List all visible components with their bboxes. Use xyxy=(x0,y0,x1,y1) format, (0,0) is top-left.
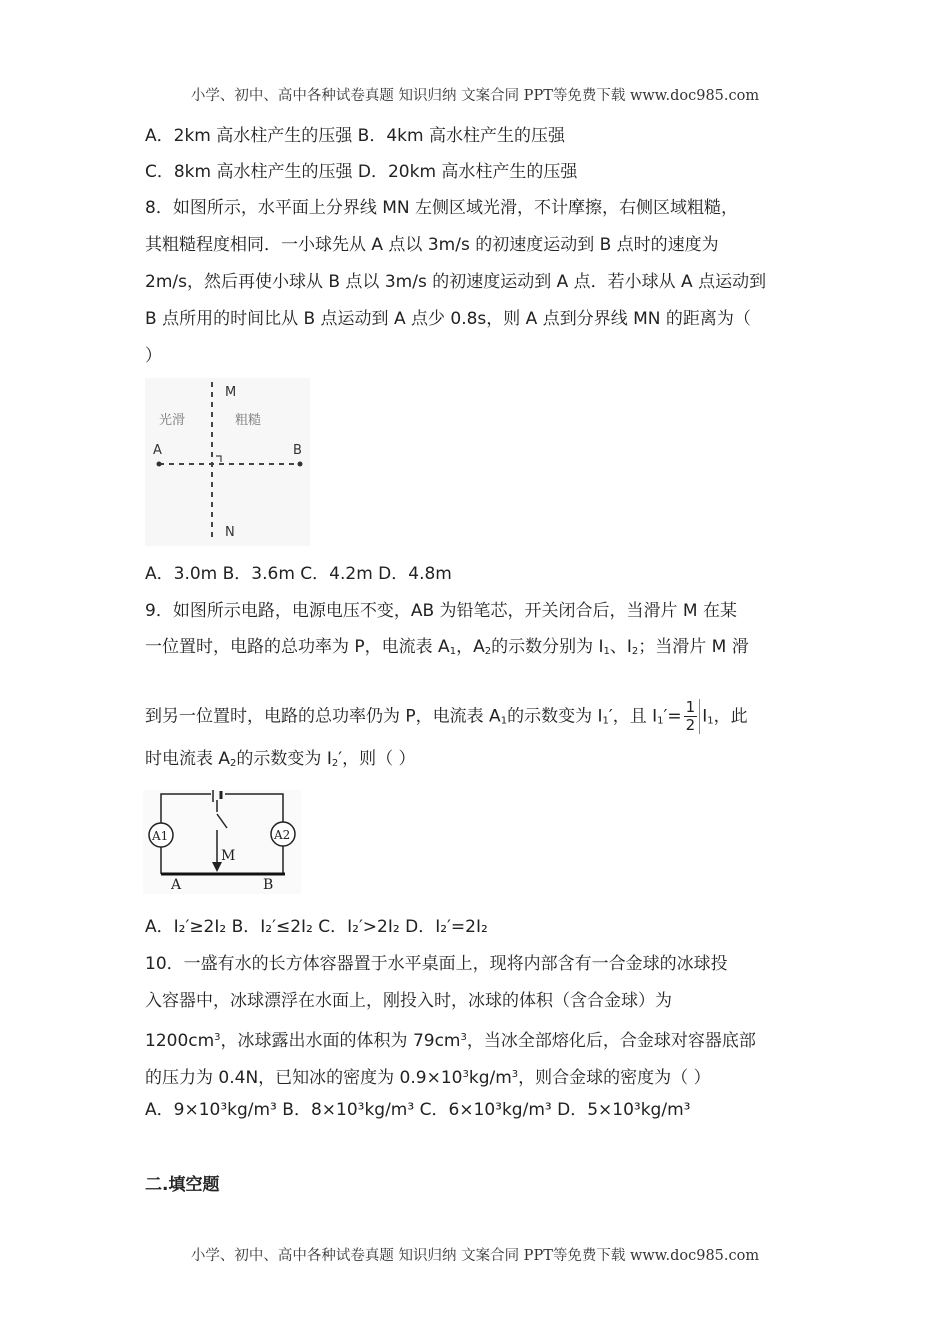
q9-text-line4: 时电流表 $A_2$的示数变为 $I_2'$，则（ ） xyxy=(145,749,416,769)
q9-text-line3: 到另一位置时，电路的总功率仍为 P，电流表 $A_1$的示数变为 $I_1'$，且 $I_1'=$ $\frac{1}{2}$ $I_1$，此 xyxy=(145,698,748,734)
q8-text-line1: 8．如图所示，水平面上分界线 MN 左侧区域光滑，不计摩擦，右侧区域粗糙， xyxy=(145,198,739,218)
q9-text-line2: 一位置时，电路的总功率为 P，电流表 $A_1$，$A_2$的示数分别为 $I_1$、$I_2$；当滑片 M 滑 xyxy=(145,637,749,657)
fraction-one-half: $\frac{1}{2}$ xyxy=(684,699,701,734)
label-n: N xyxy=(225,525,235,540)
q10-text-line4: 的压力为 0.4N，已知冰的密度为 $0.9\times 10^3kg/m^3$，则合金球的密度为（ ） xyxy=(145,1068,711,1088)
section-heading-fill-in: 二.填空题 xyxy=(145,1175,220,1195)
q8-options: A．3.0m B．3.6m C．4.2m D．4.8m xyxy=(145,564,452,584)
q8-text-line4: B 点所用的时间比从 B 点运动到 A 点少 0.8s，则 A 点到分界线 MN 的距离为（ xyxy=(145,309,751,329)
point-a xyxy=(157,462,162,467)
q10-text-line1: 10．一盛有水的长方体容器置于水平桌面上，现将内部含有一合金球的冰球投 xyxy=(145,954,728,974)
q8-figure-boundary-diagram xyxy=(145,378,310,546)
point-b xyxy=(298,462,303,467)
label-a: A xyxy=(171,877,182,893)
q7-options-line2: C．8km 高水柱产生的压强 D．20km 高水柱产生的压强 xyxy=(145,162,578,182)
label-a: A xyxy=(153,443,162,458)
page-header: 小学、初中、高中各种试卷真题 知识归纳 文案合同 PPT等免费下载 www.doc985.com xyxy=(190,88,760,104)
page-footer: 小学、初中、高中各种试卷真题 知识归纳 文案合同 PPT等免费下载 www.doc985.com xyxy=(190,1248,760,1264)
label-b: B xyxy=(263,877,274,893)
q9-options: A．I₂′≥2I₂ B．I₂′≤2I₂ C．I₂′>2I₂ D．I₂′=2I₂ xyxy=(145,917,488,937)
q10-text-line2: 入容器中，冰球漂浮在水面上，刚投入时，冰球的体积（含合金球）为 xyxy=(145,991,672,1011)
q7-options-line1: A．2km 高水柱产生的压强 B．4km 高水柱产生的压强 xyxy=(145,126,565,146)
q10-text-line3: $1200cm^3$，冰球露出水面的体积为 $79cm^3$，当冰全部熔化后，合金球对容器底部 xyxy=(145,1031,756,1051)
label-b: B xyxy=(293,443,302,458)
label-m: M xyxy=(225,385,237,400)
q8-text-line3: 2m/s，然后再使小球从 B 点以 3m/s 的初速度运动到 A 点．若小球从 A 点运动到 xyxy=(145,272,767,292)
svg-text:A2: A2 xyxy=(274,828,291,842)
q9-figure-circuit-diagram xyxy=(143,790,301,894)
label-rough: 粗糙 xyxy=(235,413,262,428)
q9-text-line1: 9．如图所示电路，电源电压不变，AB 为铅笔芯，开关闭合后，当滑片 M 在某 xyxy=(145,601,737,621)
label-smooth: 光滑 xyxy=(159,413,186,428)
q8-text-line2: 其粗糙程度相同．一小球先从 A 点以 3m/s 的初速度运动到 B 点时的速度为 xyxy=(145,235,719,255)
label-m: M xyxy=(221,848,236,864)
svg-text:A1: A1 xyxy=(152,829,169,843)
q10-options: A．9×10³kg/m³ B．8×10³kg/m³ C．6×10³kg/m³ D．5×10³kg/m³ xyxy=(145,1100,691,1120)
q8-text-line5: ） xyxy=(145,346,162,366)
